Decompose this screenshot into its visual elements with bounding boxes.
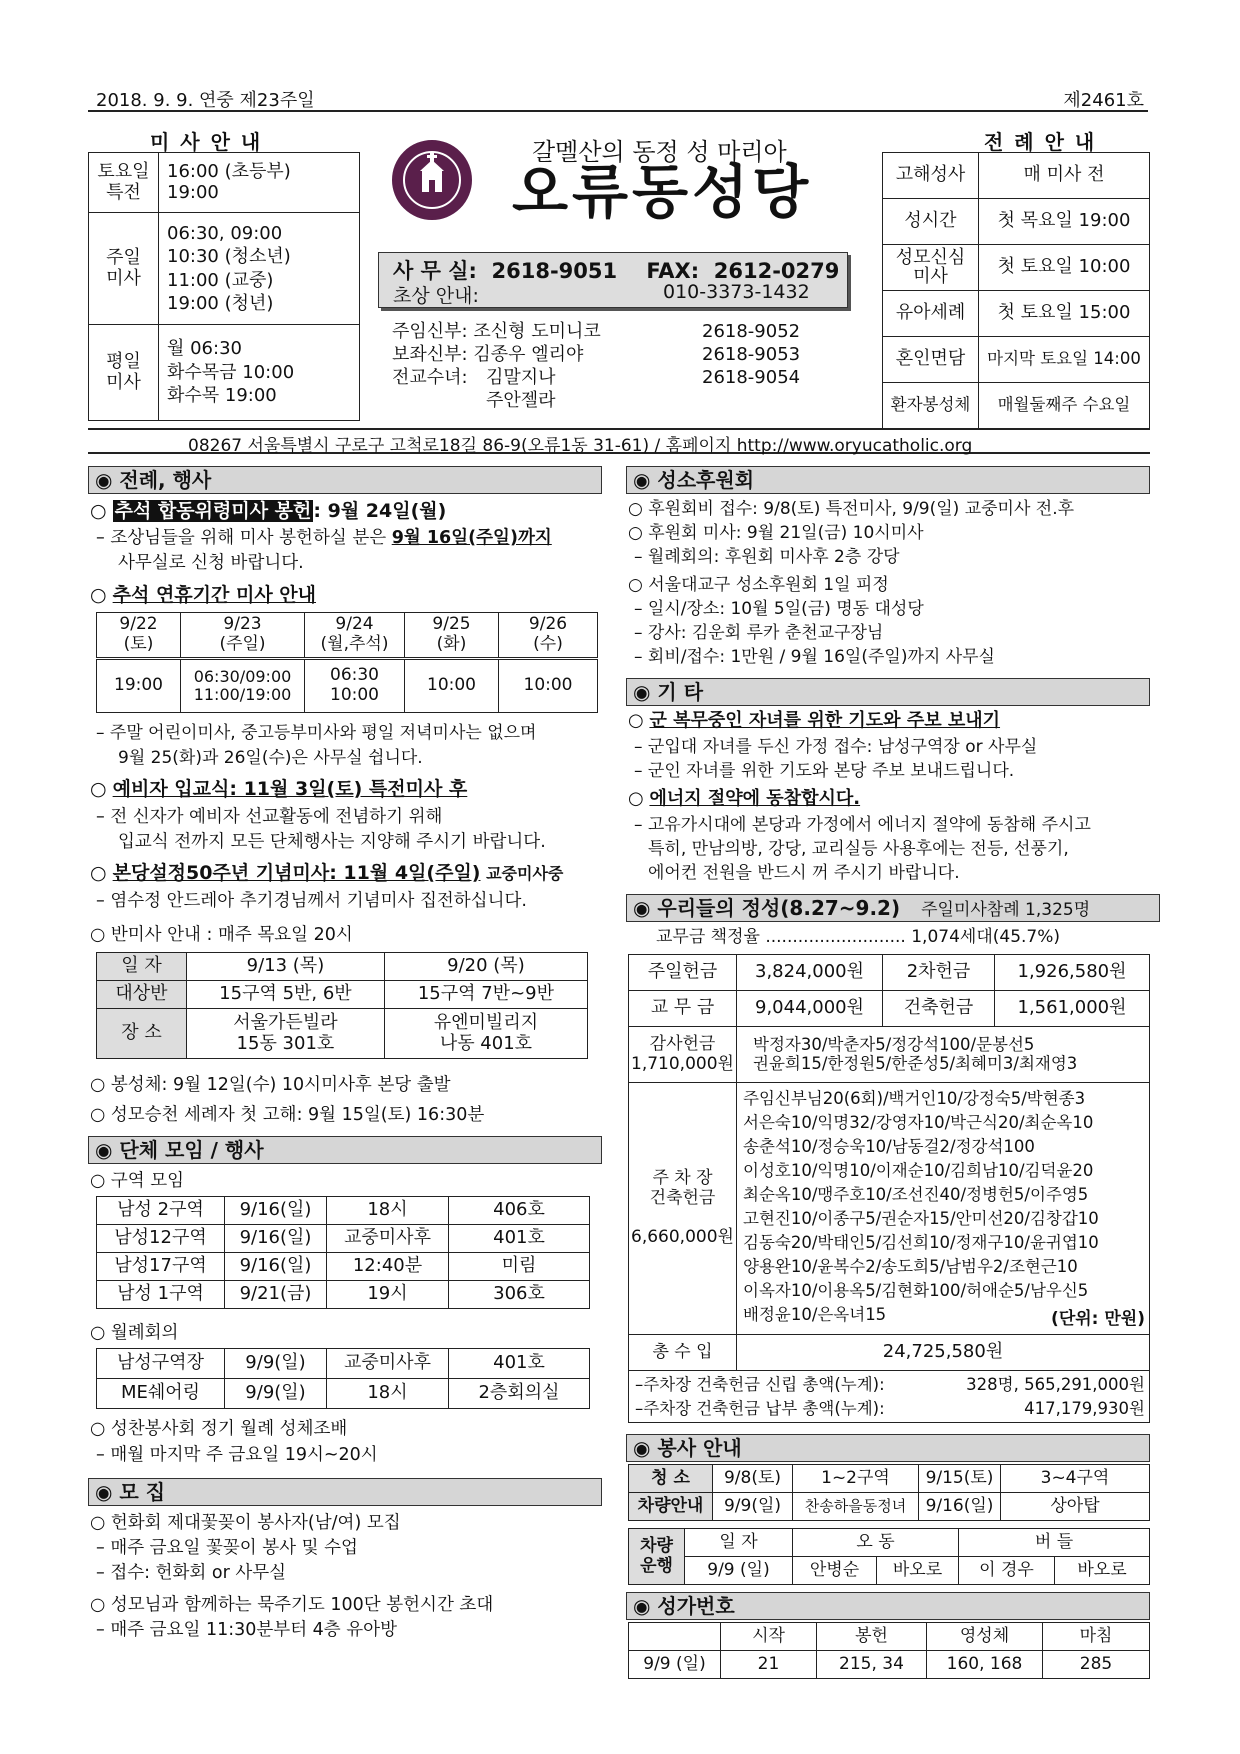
- mass-title: 미 사 안 내: [150, 130, 263, 154]
- mass-sun-times: 06:30, 09:00 10:30 (청소년) 11:00 (교중) 19:00 (청년): [159, 213, 360, 325]
- address-bar: [88, 428, 1150, 454]
- staff-role: 전교수녀:: [392, 367, 468, 388]
- vocation-6: – 강사: 김운회 루카 춘천교구장님: [634, 623, 884, 643]
- chuseok-highlight: 추석 합동위령미사 봉헌: [114, 500, 312, 522]
- cumulative-paid-label: –주차장 건축헌금 납부 총액(누계):: [635, 1398, 885, 1418]
- holiday-head: 9/25 (화): [405, 613, 499, 659]
- anniversary-title: 본당설정50주년 기념미사: 11월 4일(주일): [112, 862, 481, 884]
- mass-table: [88, 152, 360, 421]
- staff-phone: 2618-9053: [702, 344, 801, 365]
- service-cell: 9/16(일): [919, 1493, 1001, 1521]
- hymn-cell: 21: [721, 1651, 817, 1679]
- anniversary-line: ○ 본당설정50주년 기념미사: 11월 4일(주일) 교중미사중: [90, 862, 564, 884]
- vocation-5: – 일시/장소: 10월 5일(금) 명동 대성당: [634, 599, 924, 619]
- liturgy-value: 매월둘째주 수요일: [979, 383, 1150, 429]
- anniversary-tail: 교중미사중: [480, 864, 564, 883]
- office-box: [378, 252, 848, 308]
- liturgy-label: 혼인면담: [883, 337, 979, 383]
- thanks-offering-names: 박정자30/박춘자5/정강석100/문봉선5 권윤희15/한정원5/한준성5/최혜미3/최재영3: [737, 1027, 1150, 1083]
- staff-role: 보좌신부:: [392, 344, 468, 365]
- vehicle-cell: 안병순: [793, 1557, 877, 1585]
- holiday-cell: 06:30 10:00: [305, 659, 405, 713]
- district-cell: 12:40분: [327, 1253, 449, 1281]
- offering-table: [628, 954, 1150, 1027]
- hymn-cell: 215, 34: [817, 1651, 927, 1679]
- etc-7: 에어컨 전원을 반드시 꺼 주시기 바랍니다.: [648, 863, 960, 883]
- etc-3: – 군인 자녀를 위한 기도와 본당 주보 보내드립니다.: [634, 761, 1015, 781]
- thanks-offering-label: 감사헌금 1,710,000원: [629, 1027, 737, 1083]
- holiday-cell: 10:00: [405, 659, 499, 713]
- chuseok-note1: [96, 527, 552, 549]
- holiday-title-line: ○ 추석 연휴기간 미사 안내: [90, 584, 317, 606]
- service-cell: 1~2구역: [793, 1465, 919, 1493]
- district-cell: 306호: [449, 1281, 590, 1309]
- section-service: ◉ 봉사 안내: [626, 1434, 1150, 1462]
- offering-value: 9,044,000원: [737, 991, 883, 1027]
- hymn-table: [628, 1622, 1150, 1679]
- condolence-label: 초상 안내:: [393, 285, 479, 307]
- vocation-4: ○ 서울대교구 성소후원회 1일 피정: [628, 575, 889, 595]
- cumulative-pledge-label: –주차장 건축헌금 신립 총액(누계):: [635, 1374, 885, 1394]
- holiday-cell: 19:00: [97, 659, 181, 713]
- vehicle-table: [628, 1528, 1150, 1585]
- offering-label: 2차헌금: [883, 955, 995, 991]
- section-hymns: ◉ 성가번호: [626, 1592, 1150, 1620]
- district-cell: 남성17구역: [97, 1253, 225, 1281]
- ban-cell: 15구역 7반~9반: [384, 981, 587, 1009]
- vehicle-cell: 바오로: [1055, 1557, 1150, 1585]
- catechumen-note1: – 전 신자가 예비자 선교활동에 전념하기 위해: [96, 807, 443, 827]
- liturgy-label: 성시간: [883, 199, 979, 245]
- vocation-7: – 회비/접수: 1만원 / 9월 16일(주일)까지 사무실: [634, 647, 995, 667]
- recruit-3: – 접수: 헌화회 or 사무실: [96, 1563, 287, 1583]
- ban-mass-title: ○ 반미사 안내 : 매주 목요일 20시: [90, 925, 353, 945]
- service-cell: 9/9(일): [713, 1493, 793, 1521]
- liturgy-label: 고해성사: [883, 153, 979, 199]
- holiday-head: 9/24 (월,추석): [305, 613, 405, 659]
- ban-cell: 서울가든빌라 15동 301호: [187, 1009, 385, 1059]
- liturgy-value: 첫 토요일 10:00: [979, 245, 1150, 291]
- ban-cell: 9/13 (목): [187, 953, 385, 981]
- etc-5: – 고유가시대에 본당과 가정에서 에너지 절약에 동참해 주시고: [634, 815, 1091, 835]
- liturgy-label: 유아세례: [883, 291, 979, 337]
- liturgy-label: 성모신심 미사: [883, 245, 979, 291]
- etc-energy-title: 에너지 절약에 동참합시다.: [649, 788, 861, 809]
- tithe-rate: 교무금 책정율 .......................... 1,074세대(45.7%): [656, 927, 1061, 947]
- ban-cell: 15구역 5반, 6반: [187, 981, 385, 1009]
- mass-sat-label: 토요일 특전: [89, 153, 159, 213]
- vehicle-head: 오 동: [793, 1529, 959, 1557]
- ban-label: 대상반: [97, 981, 187, 1009]
- offering-label: 주일헌금: [629, 955, 737, 991]
- mass-sun-label: 주일 미사: [89, 213, 159, 325]
- hymn-head: [629, 1623, 721, 1651]
- ban-label: 일 자: [97, 953, 187, 981]
- monthly-cell: 401호: [449, 1349, 590, 1379]
- church-subtitle: 갈멜산의 동정 성 마리아: [532, 138, 787, 166]
- liturgy-title: 전 례 안 내: [984, 130, 1097, 154]
- cumulative-pledge-value: 328명, 565,291,000원: [966, 1374, 1145, 1394]
- monthly-cell: 18시: [327, 1379, 449, 1409]
- service-cell: 9/8(토): [713, 1465, 793, 1493]
- hymn-head: 봉헌: [817, 1623, 927, 1651]
- unit-label: (단위: 만원): [1051, 1309, 1145, 1330]
- chuseok-date: : 9월 24일(월): [313, 500, 447, 522]
- district-cell: 남성12구역: [97, 1225, 225, 1253]
- hymn-head: 영성체: [927, 1623, 1043, 1651]
- issue-date: 2018. 9. 9. 연중 제23주일: [96, 90, 315, 111]
- district-cell: 9/16(일): [225, 1253, 327, 1281]
- service-cell: 9/15(토): [919, 1465, 1001, 1493]
- service-table: [628, 1464, 1150, 1521]
- catechumen-note2: 입교식 전까지 모든 단체행사는 지양해 주시기 바랍니다.: [118, 832, 546, 852]
- ban-cell: 9/20 (목): [384, 953, 587, 981]
- recruit-4: ○ 성모님과 함께하는 묵주기도 100단 봉헌시간 초대: [90, 1595, 494, 1615]
- anniversary-note: – 염수정 안드레아 추기경님께서 기념미사 집전하십니다.: [96, 891, 527, 911]
- church-logo: [392, 140, 472, 220]
- church-icon: [392, 140, 472, 220]
- vocation-1: ○ 후원회비 접수: 9/8(토) 특전미사, 9/9(일) 교중미사 전.후: [628, 499, 1075, 519]
- holiday-title: 추석 연휴기간 미사 안내: [112, 584, 317, 606]
- liturgy-value: 마지막 토요일 14:00: [979, 337, 1150, 383]
- liturgy-value: 첫 목요일 19:00: [979, 199, 1150, 245]
- staff-name: 김말지나 주안젤라: [486, 367, 556, 411]
- district-cell: 남성 1구역: [97, 1281, 225, 1309]
- vehicle-head: 일 자: [685, 1529, 793, 1557]
- condolence-number: 010-3373-1432: [663, 281, 810, 303]
- staff-name: 김종우 엘리야: [473, 344, 584, 365]
- etc-military-title: 군 복무중인 자녀를 위한 기도와 주보 보내기: [649, 710, 1001, 731]
- vocation-3: – 월례회의: 후원회 미사후 2층 강당: [634, 547, 900, 567]
- recruit-2: – 매주 금요일 꽃꽂이 봉사 및 수업: [96, 1538, 358, 1558]
- monthly-cell: 교중미사후: [327, 1349, 449, 1379]
- monthly-cell: 2층회의실: [449, 1379, 590, 1409]
- mass-week-times: 월 06:30 화수목금 10:00 화수목 19:00: [159, 325, 360, 421]
- holiday-head: 9/23 (주일): [181, 613, 305, 659]
- total-income-value: 24,725,580원: [737, 1335, 1150, 1371]
- holiday-note2: 9월 25(화)과 26일(수)은 사무실 쉽니다.: [118, 748, 423, 768]
- district-cell: 9/16(일): [225, 1225, 327, 1253]
- ban-cell: 유엔미빌리지 나동 401호: [384, 1009, 587, 1059]
- etc-6: 특히, 만남의방, 강당, 교리실등 사용후에는 전등, 선풍기,: [648, 839, 1069, 859]
- liturgy-table: [882, 152, 1150, 429]
- service-label: 청 소: [629, 1465, 713, 1493]
- service-label: 차량안내: [629, 1493, 713, 1521]
- liturgy-label: 환자봉성체: [883, 383, 979, 429]
- liturgy-value: 매 미사 전: [979, 153, 1150, 199]
- staff-role: 주임신부:: [392, 321, 468, 342]
- catechumen-line: ○ 예비자 입교식: 11월 3일(토) 특전미사 후: [90, 778, 468, 800]
- hymn-cell: 160, 168: [927, 1651, 1043, 1679]
- holiday-head: 9/26 (수): [499, 613, 598, 659]
- section-offering-title: ◉ 우리들의 정성(8.27~9.2): [633, 896, 901, 920]
- hymn-cell: 9/9 (일): [629, 1651, 721, 1679]
- etc-energy-line: ○ 에너지 절약에 동참합시다.: [628, 788, 861, 809]
- vehicle-cell: 9/9 (일): [685, 1557, 793, 1585]
- offering-value: 1,561,000원: [995, 991, 1150, 1027]
- issue-number: 제2461호: [1063, 90, 1144, 111]
- holiday-note1: – 주말 어린이미사, 중고등부미사와 평일 저녁미사는 없으며: [96, 723, 537, 743]
- chuseok-deadline: 9월 16일(주일)까지: [391, 528, 552, 548]
- offering-value: 3,824,000원: [737, 955, 883, 991]
- vehicle-label: 차량 운행: [629, 1529, 685, 1585]
- district-cell: 9/16(일): [225, 1197, 327, 1225]
- address-text: 08267 서울특별시 구로구 고척로18길 86-9(오류1동 31-61) / 홈페이지 http://www.oryucatholic.org: [188, 436, 973, 456]
- monthly-cell: 남성구역장: [97, 1349, 225, 1379]
- service-cell: 3~4구역: [1001, 1465, 1150, 1493]
- holiday-table: [96, 612, 598, 713]
- office-phone: 사 무 실: 2618-9051 FAX: 2612-0279: [393, 259, 840, 283]
- district-cell: 19시: [327, 1281, 449, 1309]
- parking-fund-cell: [737, 1083, 1150, 1335]
- monthly-meeting-table: [96, 1348, 590, 1409]
- holiday-cell: 06:30/09:00 11:00/19:00: [181, 659, 305, 713]
- section-groups: ◉ 단체 모임 / 행사: [88, 1136, 602, 1164]
- vehicle-cell: 이 경우: [959, 1557, 1055, 1585]
- donation-table: [628, 1026, 1150, 1423]
- section-recruit: ◉ 모 집: [88, 1478, 602, 1506]
- monthly-cell: 9/9(일): [225, 1349, 327, 1379]
- ban-label: 장 소: [97, 1009, 187, 1059]
- mass-week-label: 평일 미사: [89, 325, 159, 421]
- district-cell: 9/21(금): [225, 1281, 327, 1309]
- monthly-cell: 9/9(일): [225, 1379, 327, 1409]
- recruit-5: – 매주 금요일 11:30분부터 4층 유아방: [96, 1620, 397, 1640]
- mass-attendance: 주일미사참례 1,325명: [921, 900, 1091, 920]
- vocation-2: ○ 후원회 미사: 9월 21일(금) 10시미사: [628, 523, 924, 543]
- staff-name: 조신형 도미니코: [473, 321, 601, 342]
- section-vocation: ◉ 성소후원회: [626, 466, 1150, 494]
- holiday-cell: 10:00: [499, 659, 598, 713]
- vehicle-cell: 바오로: [877, 1557, 959, 1585]
- cumulative-paid-value: 417,179,930원: [1024, 1398, 1145, 1418]
- etc-military-line: ○ 군 복무중인 자녀를 위한 기도와 주보 보내기: [628, 710, 1001, 731]
- monthly-meeting-title: ○ 월례회의: [90, 1323, 179, 1343]
- recruit-1: ○ 헌화회 제대꽃꽂이 봉사자(남/여) 모집: [90, 1513, 401, 1533]
- first-confession: ○ 성모승천 세례자 첫 고해: 9월 15일(토) 16:30분: [90, 1105, 485, 1125]
- district-meeting-title: ○ 구역 모임: [90, 1171, 185, 1191]
- staff-list: [392, 320, 822, 412]
- district-cell: 18시: [327, 1197, 449, 1225]
- holiday-head: 9/22 (토): [97, 613, 181, 659]
- district-cell: 미림: [449, 1253, 590, 1281]
- section-liturgy-events: ◉ 전례, 행사: [88, 466, 602, 494]
- monthly-cell: ME쉐어링: [97, 1379, 225, 1409]
- staff-phone: 2618-9052: [702, 321, 801, 342]
- district-cell: 401호: [449, 1225, 590, 1253]
- hymn-cell: 285: [1043, 1651, 1150, 1679]
- catechumen-title: 예비자 입교식: 11월 3일(토) 특전미사 후: [112, 778, 468, 800]
- district-cell: 남성 2구역: [97, 1197, 225, 1225]
- parking-fund-names: 주임신부님20(6회)/백거인10/강정숙5/박현종3 서은숙10/익명32/강영자10/박근식20/최순옥10 송춘석10/정승욱10/남동걸2/정강석100 이성호10/익명10/이재순10/김희남10/김덕윤20 최순옥10/맹주호10/조선진40/정병헌5/이주영5 고현진10/이종구5/권순자15/안미선20/김창갑10 김동숙20/박태인5/김선희10/정재구10/윤귀엽10 양용완10/윤복수2/송도희5/남범우2/조현근10 이옥자10/이용옥5/김현화100/허애순5/남우신5 배정윤10/은옥녀15: [743, 1089, 1099, 1324]
- district-meeting-table: [96, 1196, 590, 1309]
- cumulative-cell: [629, 1371, 1150, 1423]
- holy-communion-sick: ○ 봉성체: 9월 12일(수) 10시미사후 본당 출발: [90, 1075, 451, 1095]
- eucharist-group-1: ○ 성찬봉사회 정기 월례 성체조배: [90, 1419, 348, 1439]
- offering-label: 건축헌금: [883, 991, 995, 1027]
- church-name: 오류동성당: [512, 158, 813, 226]
- chuseok-note2: 사무실로 신청 바랍니다.: [118, 553, 304, 573]
- section-etc: ◉ 기 타: [626, 678, 1150, 706]
- service-cell: 찬송하을동정녀: [793, 1493, 919, 1521]
- offering-value: 1,926,580원: [995, 955, 1150, 991]
- vehicle-head: 버 들: [959, 1529, 1150, 1557]
- mass-sat-times: 16:00 (초등부) 19:00: [159, 153, 360, 213]
- chuseok-note-text: – 조상님들을 위해 미사 봉헌하실 분은: [96, 528, 392, 548]
- offering-label: 교 무 금: [629, 991, 737, 1027]
- staff-phone: 2618-9054: [702, 367, 801, 388]
- district-cell: 교중미사후: [327, 1225, 449, 1253]
- total-income-label: 총 수 입: [629, 1335, 737, 1371]
- etc-2: – 군입대 자녀를 두신 가정 접수: 남성구역장 or 사무실: [634, 737, 1038, 757]
- chuseok-line: ○ 추석 합동위령미사 봉헌 : 9월 24일(월): [90, 500, 447, 522]
- section-offering: [626, 894, 1160, 922]
- ban-mass-table: [96, 952, 588, 1059]
- service-cell: 상아탑: [1001, 1493, 1150, 1521]
- parking-fund-label: 주 차 장 건축헌금 6,660,000원: [629, 1083, 737, 1335]
- hymn-head: 시작: [721, 1623, 817, 1651]
- district-cell: 406호: [449, 1197, 590, 1225]
- liturgy-value: 첫 토요일 15:00: [979, 291, 1150, 337]
- header-bar: [88, 86, 1148, 112]
- eucharist-group-2: – 매월 마지막 주 금요일 19시~20시: [96, 1445, 378, 1465]
- hymn-head: 마침: [1043, 1623, 1150, 1651]
